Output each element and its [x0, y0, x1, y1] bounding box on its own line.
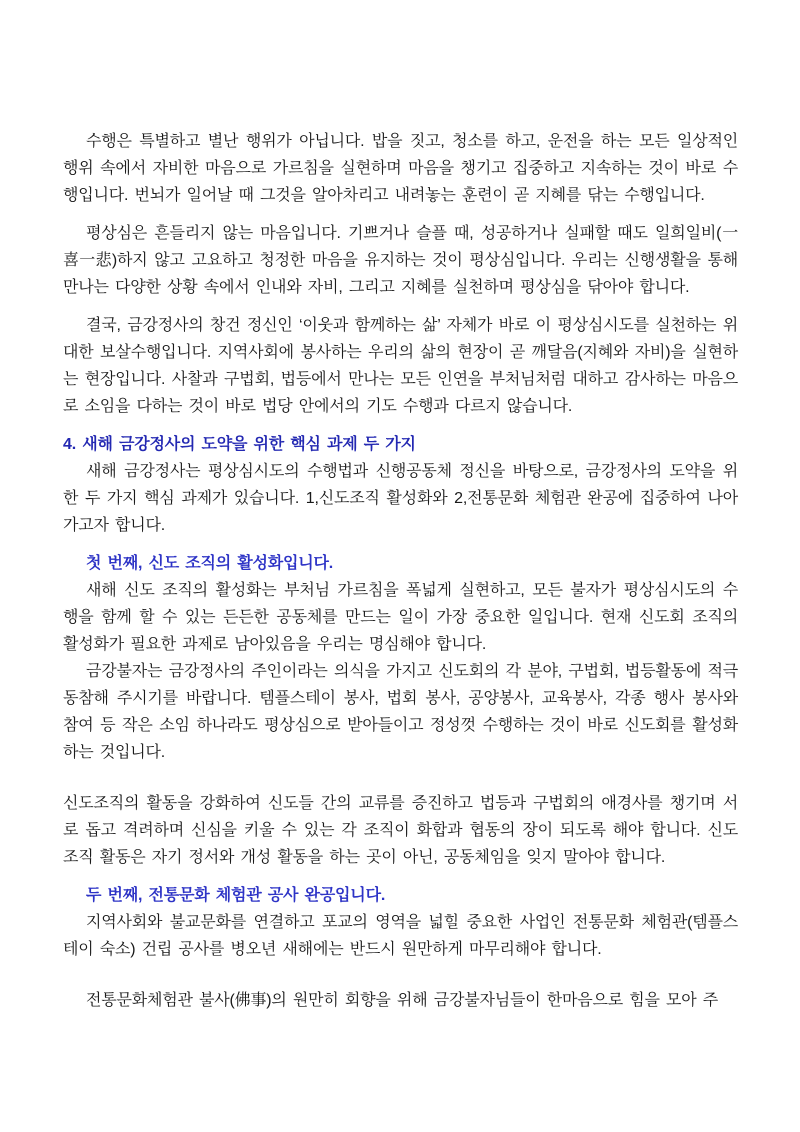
paragraph: 평상심은 흔들리지 않는 마음입니다. 기쁘거나 슬플 때, 성공하거나 실패할 때도 일희일비(一喜一悲)하지 않고 고요하고 청정한 마음을 유지하는 것이 평상심입니다. 우리는 신행생활을 통해 만나는 다양한 상황 속에서 인내와 자비, 그리고 지혜를 실천하며 평상심을 닦아야 합니다. [63, 225, 738, 296]
paragraph: 결국, 금강정사의 창건 정신인 ‘이웃과 함께하는 삶’ 자체가 바로 이 평상심시도를 실천하는 위대한 보살수행입니다. 지역사회에 봉사하는 우리의 삶의 현장이 곧 깨달음(지혜와 자비)을 실현하는 현장입니다. 사찰과 구법회, 법등에서 만나는 모든 인연을 부처님처럼 대하고 감사하는 마음으로 소임을 다하는 것이 바로 법당 안에서의 기도 수행과 다르지 않습니다. [63, 317, 738, 415]
sub-heading: 첫 번째, 신도 조직의 활성화입니다. [86, 555, 334, 572]
paragraph: 수행은 특별하고 별난 행위가 아닙니다. 밥을 짓고, 청소를 하고, 운전을 하는 모든 일상적인 행위 속에서 자비한 마음으로 가르침을 실현하며 마음을 챙기고 집중하고 지속하는 것이 바로 수행입니다. 번뇌가 일어날 때 그것을 알아차리고 내려놓는 훈련이 곧 지혜를 닦는 수행입니다. [63, 133, 738, 204]
section-heading: 4. 새해 금강정사의 도약을 위한 핵심 과제 두 가지 [63, 436, 416, 453]
sub-heading: 두 번째, 전통문화 체험관 공사 완공입니다. [86, 887, 386, 904]
paragraph: 지역사회와 불교문화를 연결하고 포교의 영역을 넓힐 중요한 사업인 전통문화 체험관(템플스테이 숙소) 건립 공사를 병오년 새해에는 반드시 원만하게 마무리해야 합니다. [63, 914, 738, 958]
document-text [63, 128, 738, 1014]
paragraph: 신도조직의 활동을 강화하여 신도들 간의 교류를 증진하고 법등과 구법회의 애경사를 챙기며 서로 돕고 격려하며 신심을 키울 수 있는 각 조직이 화합과 협동의 장이 되도록 해야 합니다. 신도 조직 활동은 자기 정서와 개성 활동을 하는 곳이 아닌, 공동체임을 잊지 말아야 합니다. [63, 795, 738, 866]
paragraph: 전통문화체험관 불사(佛事)의 원만히 회향을 위해 금강불자님들이 한마음으로 힘을 모아 주 [86, 992, 719, 1009]
paragraph: 새해 금강정사는 평상심시도의 수행법과 신행공동체 정신을 바탕으로, 금강정사의 도약을 위한 두 가지 핵심 과제가 있습니다. 1,신도조직 활성화와 2,전통문화 체험관 완공에 집중하여 나아가고자 합니다. [63, 463, 738, 534]
paragraph: 금강불자는 금강정사의 주인이라는 의식을 가지고 신도회의 각 분야, 구법회, 법등활동에 적극 동참해 주시기를 바랍니다. 템플스테이 봉사, 법회 봉사, 공양봉사, 교육봉사, 각종 행사 봉사와 참여 등 작은 소임 하나라도 평상심으로 받아들이고 정성껏 수행하는 것이 바로 신도회를 활성화하는 것입니다. [63, 663, 738, 761]
paragraph: 새해 신도 조직의 활성화는 부처님 가르침을 폭넓게 실현하고, 모든 불자가 평상심시도의 수행을 함께 할 수 있는 든든한 공동체를 만드는 일이 가장 중요한 일입니다. 현재 신도회 조직의 활성화가 필요한 과제로 남아있음을 우리는 명심해야 합니다. [63, 582, 738, 653]
